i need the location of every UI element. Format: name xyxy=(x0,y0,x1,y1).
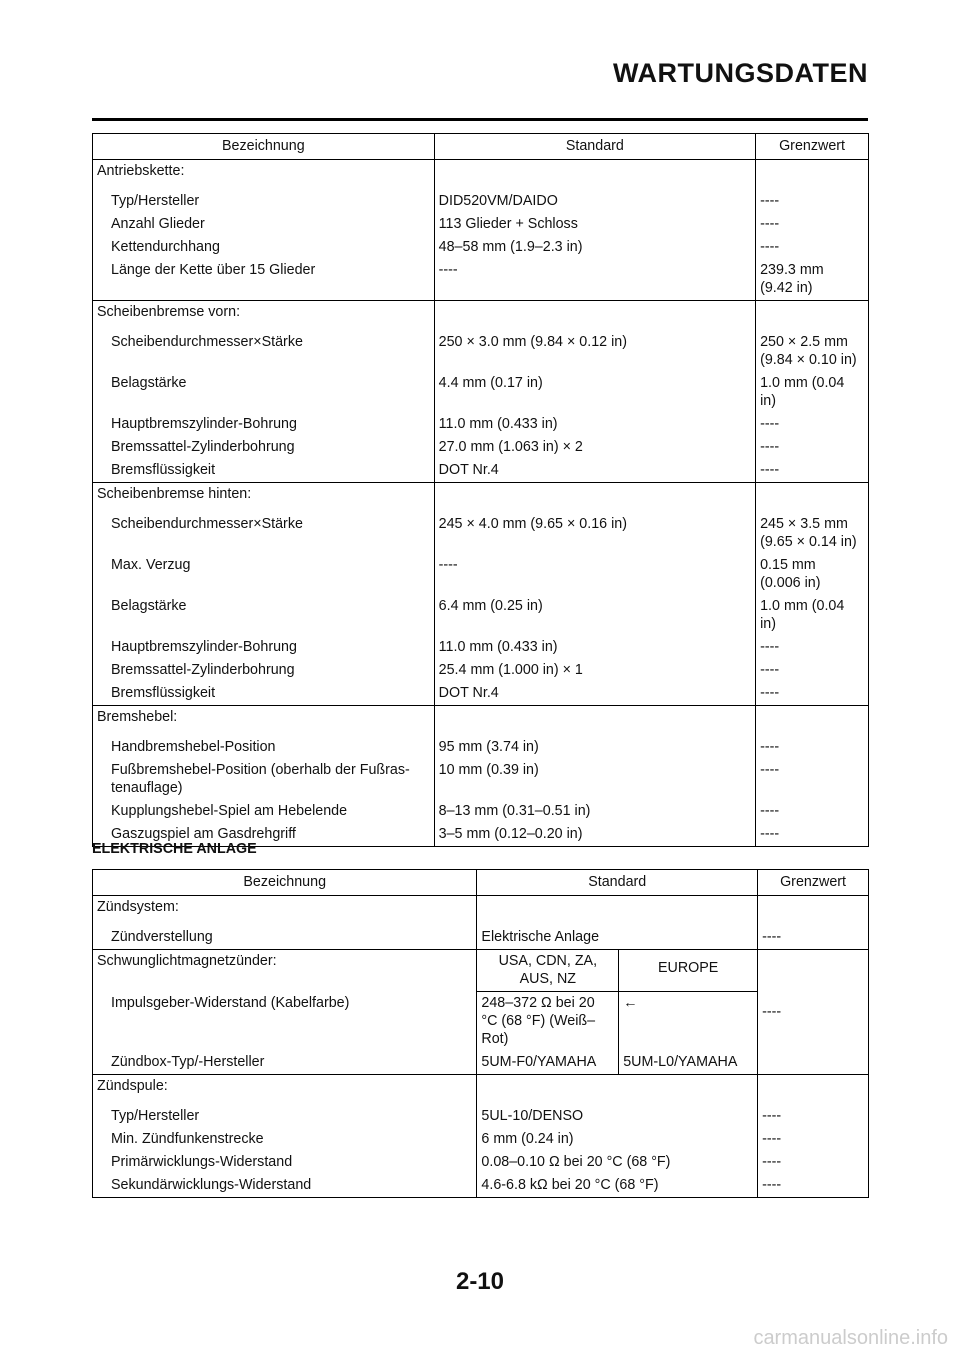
empty-cell xyxy=(434,706,755,730)
item-name: Impulsgeber-Widerstand (Kabelfarbe) xyxy=(93,992,477,1052)
empty-cell xyxy=(756,706,869,730)
item-limit: ---- xyxy=(756,759,869,800)
table-row xyxy=(93,659,869,682)
item-name: Zündverstellung xyxy=(93,919,477,950)
item-limit: ---- xyxy=(756,236,869,259)
item-standard: 3–5 mm (0.12–0.20 in) xyxy=(434,823,755,847)
table-row xyxy=(93,595,869,636)
table-row xyxy=(93,413,869,436)
item-standard: 11.0 mm (0.433 in) xyxy=(434,413,755,436)
same-as-left-arrow: ← xyxy=(619,992,758,1052)
group-title: Schwunglichtmagnetzünder: xyxy=(93,950,477,992)
item-name: Bremsflüssigkeit xyxy=(93,682,435,706)
table-row xyxy=(93,506,869,554)
table-row xyxy=(93,759,869,800)
item-standard: 48–58 mm (1.9–2.3 in) xyxy=(434,236,755,259)
table-row xyxy=(93,372,869,413)
table-row xyxy=(93,800,869,823)
item-limit: ---- xyxy=(756,183,869,213)
item-limit: ---- xyxy=(756,213,869,236)
title-rule xyxy=(92,118,868,121)
table-row xyxy=(93,301,869,325)
table-row xyxy=(93,1151,869,1174)
item-limit: ---- xyxy=(756,729,869,759)
item-limit: 1.0 mm (0.04 in) xyxy=(756,372,869,413)
item-limit: 250 × 2.5 mm (9.84 × 0.10 in) xyxy=(756,324,869,372)
column-header: Standard xyxy=(434,134,755,160)
empty-cell xyxy=(758,1075,869,1099)
table-row xyxy=(93,1174,869,1198)
item-limit: ---- xyxy=(756,823,869,847)
group-title: Scheibenbremse hinten: xyxy=(93,483,435,507)
column-header: Grenzwert xyxy=(756,134,869,160)
group-title: Scheibenbremse vorn: xyxy=(93,301,435,325)
empty-cell xyxy=(434,483,755,507)
page-title: WARTUNGSDATEN xyxy=(613,58,868,88)
table-header-row xyxy=(93,134,869,160)
item-name: Fußbremshebel-Position (oberhalb der Fußras- tenauflage) xyxy=(93,759,435,800)
table-row xyxy=(93,919,869,950)
item-standard: 248–372 Ω bei 20 °C (68 °F) (Weiß– Rot) xyxy=(477,992,619,1052)
item-standard: 250 × 3.0 mm (9.84 × 0.12 in) xyxy=(434,324,755,372)
item-limit: ---- xyxy=(758,1151,869,1174)
table-row xyxy=(93,183,869,213)
table-row xyxy=(93,259,869,301)
empty-cell xyxy=(756,301,869,325)
group-title: Bremshebel: xyxy=(93,706,435,730)
table-row xyxy=(93,436,869,459)
empty-cell xyxy=(756,160,869,184)
item-standard: 27.0 mm (1.063 in) × 2 xyxy=(434,436,755,459)
item-standard: 4.4 mm (0.17 in) xyxy=(434,372,755,413)
column-header: Grenzwert xyxy=(758,870,869,896)
empty-cell xyxy=(434,160,755,184)
item-name: Scheibendurchmesser×Stärke xyxy=(93,506,435,554)
item-standard: 4.6-6.8 kΩ bei 20 °C (68 °F) xyxy=(477,1174,758,1198)
table-row xyxy=(93,213,869,236)
item-standard: 0.08–0.10 Ω bei 20 °C (68 °F) xyxy=(477,1151,758,1174)
item-standard: 113 Glieder + Schloss xyxy=(434,213,755,236)
item-name: Bremssattel-Zylinderbohrung xyxy=(93,659,435,682)
section-heading: ELEKTRISCHE ANLAGE xyxy=(92,841,257,857)
group-title: Zündsystem: xyxy=(93,896,477,920)
empty-cell xyxy=(756,483,869,507)
item-limit: 245 × 3.5 mm (9.65 × 0.14 in) xyxy=(756,506,869,554)
item-standard: 5UM-F0/YAMAHA xyxy=(477,1051,619,1075)
item-name: Sekundärwicklungs-Widerstand xyxy=(93,1174,477,1198)
item-name: Scheibendurchmesser×Stärke xyxy=(93,324,435,372)
item-standard: ---- xyxy=(434,554,755,595)
item-limit: ---- xyxy=(758,1098,869,1128)
item-standard: 245 × 4.0 mm (9.65 × 0.16 in) xyxy=(434,506,755,554)
item-limit: ---- xyxy=(758,1174,869,1198)
item-name: Gaszugspiel am Gasdrehgriff xyxy=(93,823,435,847)
item-standard: 6.4 mm (0.25 in) xyxy=(434,595,755,636)
item-name: Handbremshebel-Position xyxy=(93,729,435,759)
table-row xyxy=(93,160,869,184)
item-limit: 0.15 mm (0.006 in) xyxy=(756,554,869,595)
table-row xyxy=(93,896,869,920)
item-name: Kettendurchhang xyxy=(93,236,435,259)
page-number: 2-10 xyxy=(455,1268,505,1295)
item-limit: ---- xyxy=(756,682,869,706)
column-header: Standard xyxy=(477,870,758,896)
table-row xyxy=(93,682,869,706)
item-limit: ---- xyxy=(756,636,869,659)
table-row xyxy=(93,1128,869,1151)
item-standard: 8–13 mm (0.31–0.51 in) xyxy=(434,800,755,823)
item-name: Max. Verzug xyxy=(93,554,435,595)
item-standard: 25.4 mm (1.000 in) × 1 xyxy=(434,659,755,682)
region-header-europe: EUROPE xyxy=(619,950,758,992)
maintenance-table xyxy=(92,133,869,847)
item-name: Typ/Hersteller xyxy=(93,183,435,213)
watermark: carmanualsonline.info xyxy=(753,1327,948,1349)
item-name: Min. Zündfunkenstrecke xyxy=(93,1128,477,1151)
item-name: Bremsflüssigkeit xyxy=(93,459,435,483)
table-header-row xyxy=(93,870,869,896)
item-name: Primärwicklungs-Widerstand xyxy=(93,1151,477,1174)
empty-cell xyxy=(477,1075,758,1099)
table-row xyxy=(93,459,869,483)
electrical-table xyxy=(92,869,869,1198)
item-limit: ---- xyxy=(756,800,869,823)
item-name: Länge der Kette über 15 Glieder xyxy=(93,259,435,301)
item-standard: 95 mm (3.74 in) xyxy=(434,729,755,759)
item-name: Kupplungshebel-Spiel am Hebelende xyxy=(93,800,435,823)
table-row xyxy=(93,992,869,1052)
item-limit: 1.0 mm (0.04 in) xyxy=(756,595,869,636)
item-standard: 6 mm (0.24 in) xyxy=(477,1128,758,1151)
item-name: Belagstärke xyxy=(93,595,435,636)
item-limit: ---- xyxy=(756,413,869,436)
table-row xyxy=(93,706,869,730)
group-title: Antriebskette: xyxy=(93,160,435,184)
column-header: Bezeichnung xyxy=(93,134,435,160)
group-title: Zündspule: xyxy=(93,1075,477,1099)
item-name: Bremssattel-Zylinderbohrung xyxy=(93,436,435,459)
item-standard: ---- xyxy=(434,259,755,301)
item-name: Belagstärke xyxy=(93,372,435,413)
table-row xyxy=(93,636,869,659)
item-standard: DID520VM/DAIDO xyxy=(434,183,755,213)
item-limit: ---- xyxy=(756,659,869,682)
item-limit: ---- xyxy=(756,436,869,459)
table-row xyxy=(93,483,869,507)
item-name: Hauptbremszylinder-Bohrung xyxy=(93,636,435,659)
item-name: Hauptbremszylinder-Bohrung xyxy=(93,413,435,436)
table-row xyxy=(93,729,869,759)
table-row xyxy=(93,324,869,372)
item-standard: 5UM-L0/YAMAHA xyxy=(619,1051,758,1075)
column-header: Bezeichnung xyxy=(93,870,477,896)
item-standard: DOT Nr.4 xyxy=(434,459,755,483)
item-standard: 5UL-10/DENSO xyxy=(477,1098,758,1128)
item-limit: ---- xyxy=(758,919,869,950)
table-row xyxy=(93,554,869,595)
empty-cell xyxy=(434,301,755,325)
region-header-usa: USA, CDN, ZA, AUS, NZ xyxy=(477,950,619,992)
table-row xyxy=(93,236,869,259)
table-row xyxy=(93,950,869,992)
item-limit: ---- xyxy=(758,1128,869,1151)
item-standard: DOT Nr.4 xyxy=(434,682,755,706)
item-limit: ---- xyxy=(756,459,869,483)
item-standard: 10 mm (0.39 in) xyxy=(434,759,755,800)
item-name: Typ/Hersteller xyxy=(93,1098,477,1128)
item-limit: ---- xyxy=(758,950,869,1075)
item-name: Anzahl Glieder xyxy=(93,213,435,236)
item-standard: 11.0 mm (0.433 in) xyxy=(434,636,755,659)
table-row xyxy=(93,1075,869,1099)
item-name: Zündbox-Typ/-Hersteller xyxy=(93,1051,477,1075)
item-limit: 239.3 mm (9.42 in) xyxy=(756,259,869,301)
table-row xyxy=(93,1098,869,1128)
item-standard: Elektrische Anlage xyxy=(477,919,758,950)
table-row xyxy=(93,1051,869,1075)
